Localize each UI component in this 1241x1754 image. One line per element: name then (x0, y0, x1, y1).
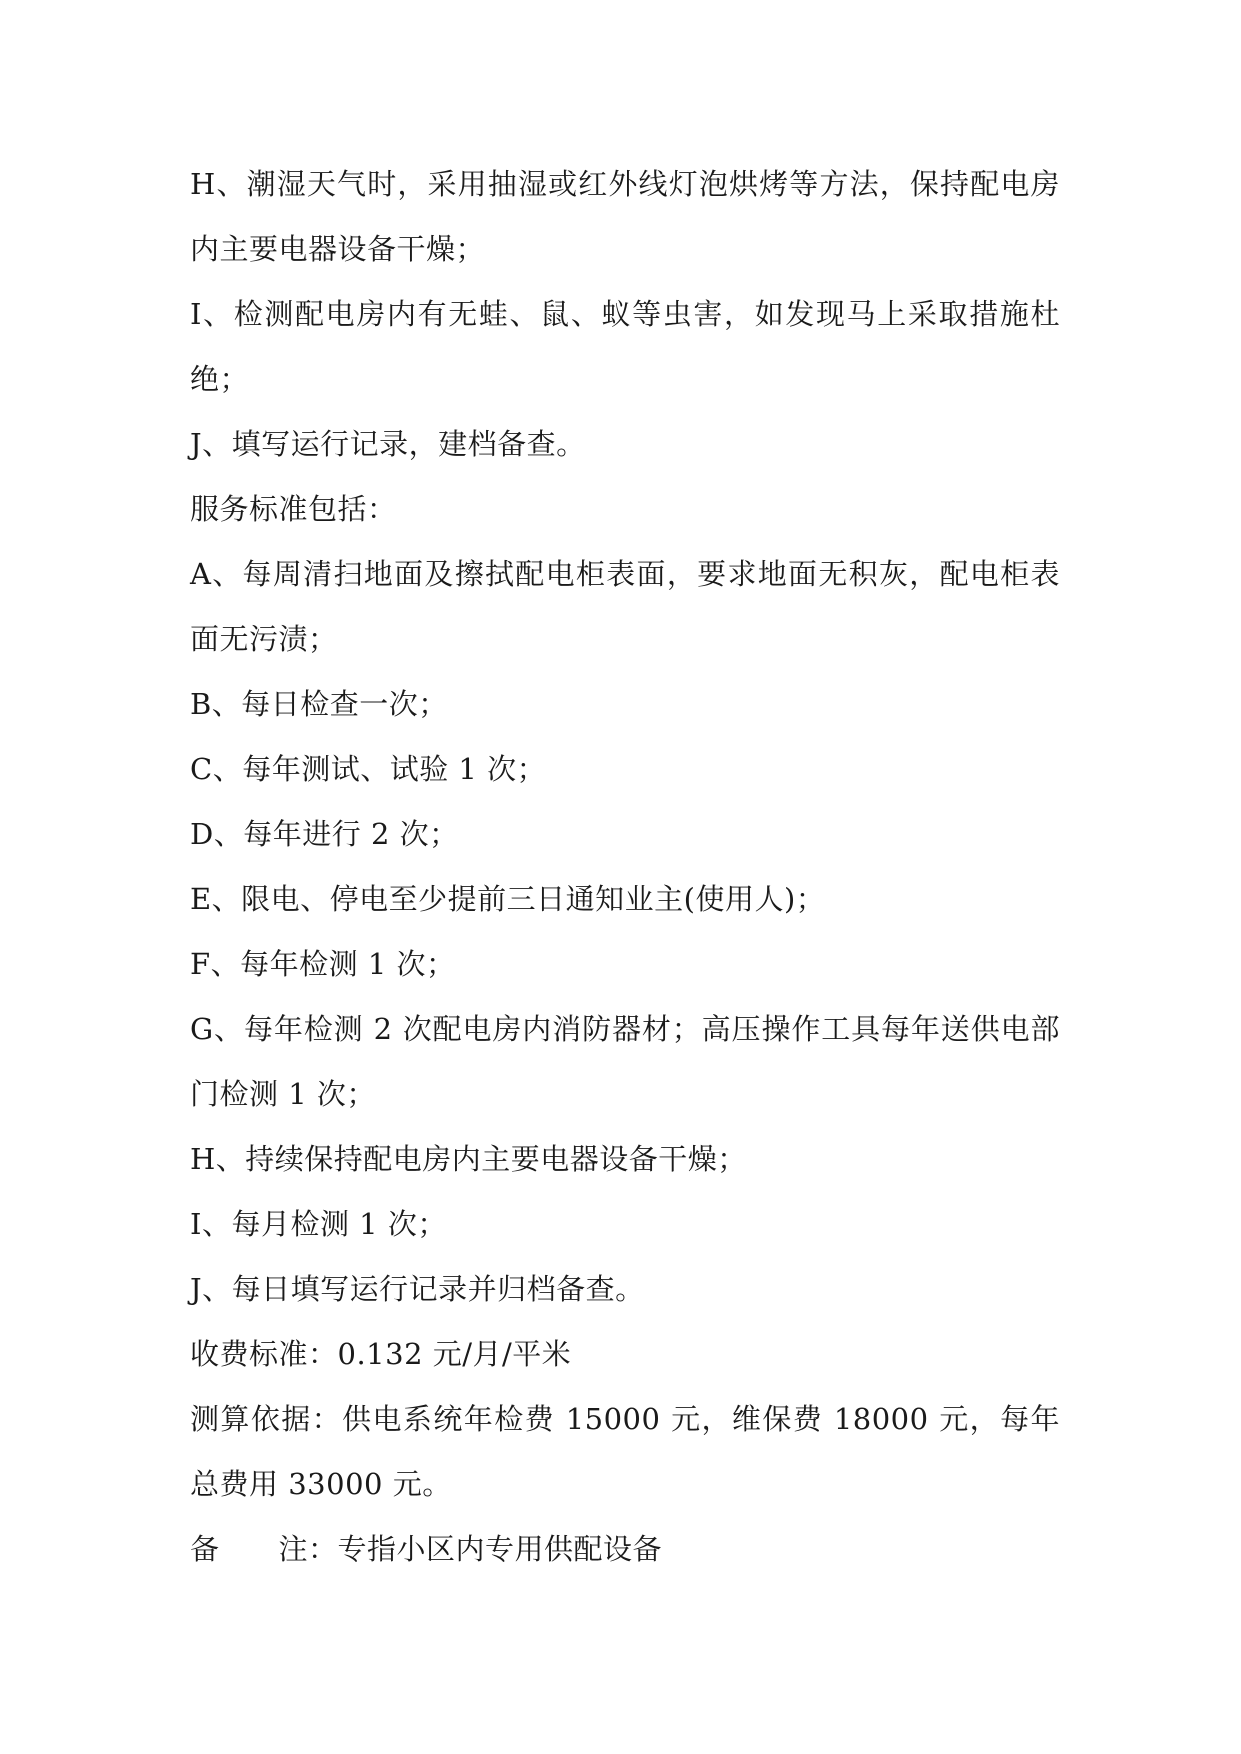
standard-a-cleaning: A、每周清扫地面及擦拭配电柜表面，要求地面无积灰，配电柜表面无污渍； (190, 557, 1060, 656)
fee-standard: 收费标准：0.132 元/月/平米 (190, 1337, 572, 1371)
standard-f-annual-inspection: F、每年检测 1 次； (190, 947, 456, 981)
calculation-basis: 测算依据：供电系统年检费 15000 元，维保费 18000 元，每年总费用 33000 元。 (190, 1402, 1060, 1501)
paragraph-i-pest-check: I、检测配电房内有无蛙、鼠、蚁等虫害，如发现马上采取措施杜绝； (190, 297, 1060, 396)
section-heading-service-standards: 服务标准包括： (190, 492, 397, 526)
paragraph-j-records: J、填写运行记录，建档备查。 (190, 427, 586, 461)
standard-g-fire-equipment: G、每年检测 2 次配电房内消防器材；高压操作工具每年送供电部门检测 1 次； (190, 1012, 1060, 1111)
standard-h-keep-dry: H、持续保持配电房内主要电器设备干燥； (190, 1142, 747, 1176)
paragraph-h-moisture: H、潮湿天气时，采用抽湿或红外线灯泡烘烤等方法，保持配电房内主要电器设备干燥； (190, 167, 1060, 266)
document-body (190, 152, 1060, 1582)
remarks-note: 备 注：专指小区内专用供配设备 (190, 1532, 663, 1566)
standard-d-twice-yearly: D、每年进行 2 次； (190, 817, 459, 851)
standard-j-daily-records: J、每日填写运行记录并归档备查。 (190, 1272, 645, 1306)
standard-b-daily-check: B、每日检查一次； (190, 687, 448, 721)
standard-i-monthly-check: I、每月检测 1 次； (190, 1207, 447, 1241)
standard-c-annual-test: C、每年测试、试验 1 次； (190, 752, 547, 786)
standard-e-outage-notice: E、限电、停电至少提前三日通知业主(使用人)； (190, 882, 826, 916)
